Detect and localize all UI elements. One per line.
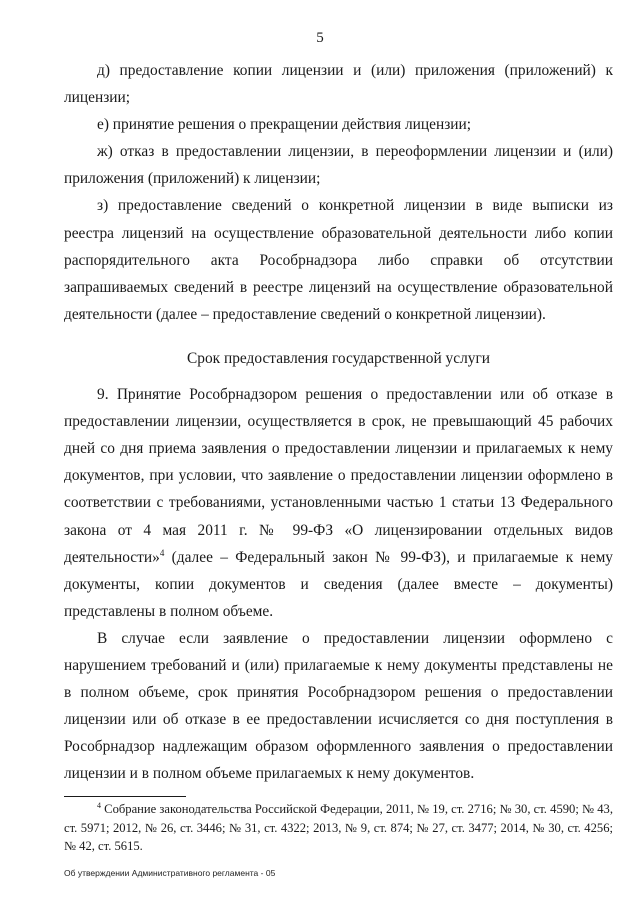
paragraph-item-z: з) предоставление сведений о конкретной лицензии в виде выписки из реестра лицензий на осуществление образовательной деятельности либо копии распорядительного акта Рособрнадзора либо справки об отсутствии запрашиваемых сведений в реестре лицензий на осуществление образовательной деятельности (далее – предоставление сведений о конкретной лицензии). — [64, 197, 613, 323]
paragraph-item-zh: ж) отказ в предоставлении лицензии, в переоформлении лицензии и (или) приложения (приложений) к лицензии; — [64, 143, 613, 188]
footnote-divider — [64, 796, 186, 797]
paragraph-9-text: 9. Принятие Рособрнадзором решения о предоставлении или об отказе в предоставлении лицензии, осуществляется в срок, не превышающий 45 рабочих дней со дня приема заявления о предоставлении лицензии и прилагаемых к нему документов, при условии, что заявление о предоставлении лицензии оформлено в соответствии с требованиями, установленными частью 1 статьи 13 Федерального закона от 4 мая 2011 г. № 99-ФЗ «О лицензировании отдельных видов деятельности» — [64, 386, 613, 566]
document-footer: Об утверждении Административного регламента - 05 — [64, 868, 276, 878]
paragraph-item-d: д) предоставление копии лицензии и (или) приложения (приложений) к лицензии; — [64, 62, 613, 107]
paragraph-item-e: е) принятие решения о прекращении действия лицензии; — [97, 116, 472, 134]
footnote-marker: 4 — [97, 801, 101, 810]
page-number: 5 — [316, 30, 324, 46]
document-body — [64, 57, 613, 787]
paragraph-10: В случае если заявление о предоставлении лицензии оформлено с нарушением требований и (или) прилагаемые к нему документы представлены не в полном объеме, срок принятия Рособрнадзором решения о предоставлении лицензии или об отказе в ее предоставлении исчисляется со дня поступления в Рособрнадзор надлежащим образом оформленного заявления о предоставлении лицензии и в полном объеме прилагаемых к нему документов. — [64, 629, 613, 783]
footnote-reference[interactable]: 4 — [159, 547, 165, 558]
section-heading: Срок предоставления государственной услуги — [187, 349, 490, 367]
paragraph-9-text-continued: (далее – Федеральный закон № 99-ФЗ), и прилагаемые к нему документы, копии документов и сведения (далее вместе – документы) представлены в полном объеме. — [64, 548, 613, 620]
footnote-text: Собрание законодательства Российской Федерации, 2011, № 19, ст. 2716; № 30, ст. 4590; № 43, ст. 5971; 2012, № 26, ст. 3446; № 31, ст. 4322; 2013, № 9, ст. 874; № 27, ст. 3477; 2014, № 30, ст. 4256; № 42, ст. 5615. — [64, 802, 613, 853]
footnote — [64, 800, 613, 856]
paragraph-9 — [64, 381, 613, 625]
